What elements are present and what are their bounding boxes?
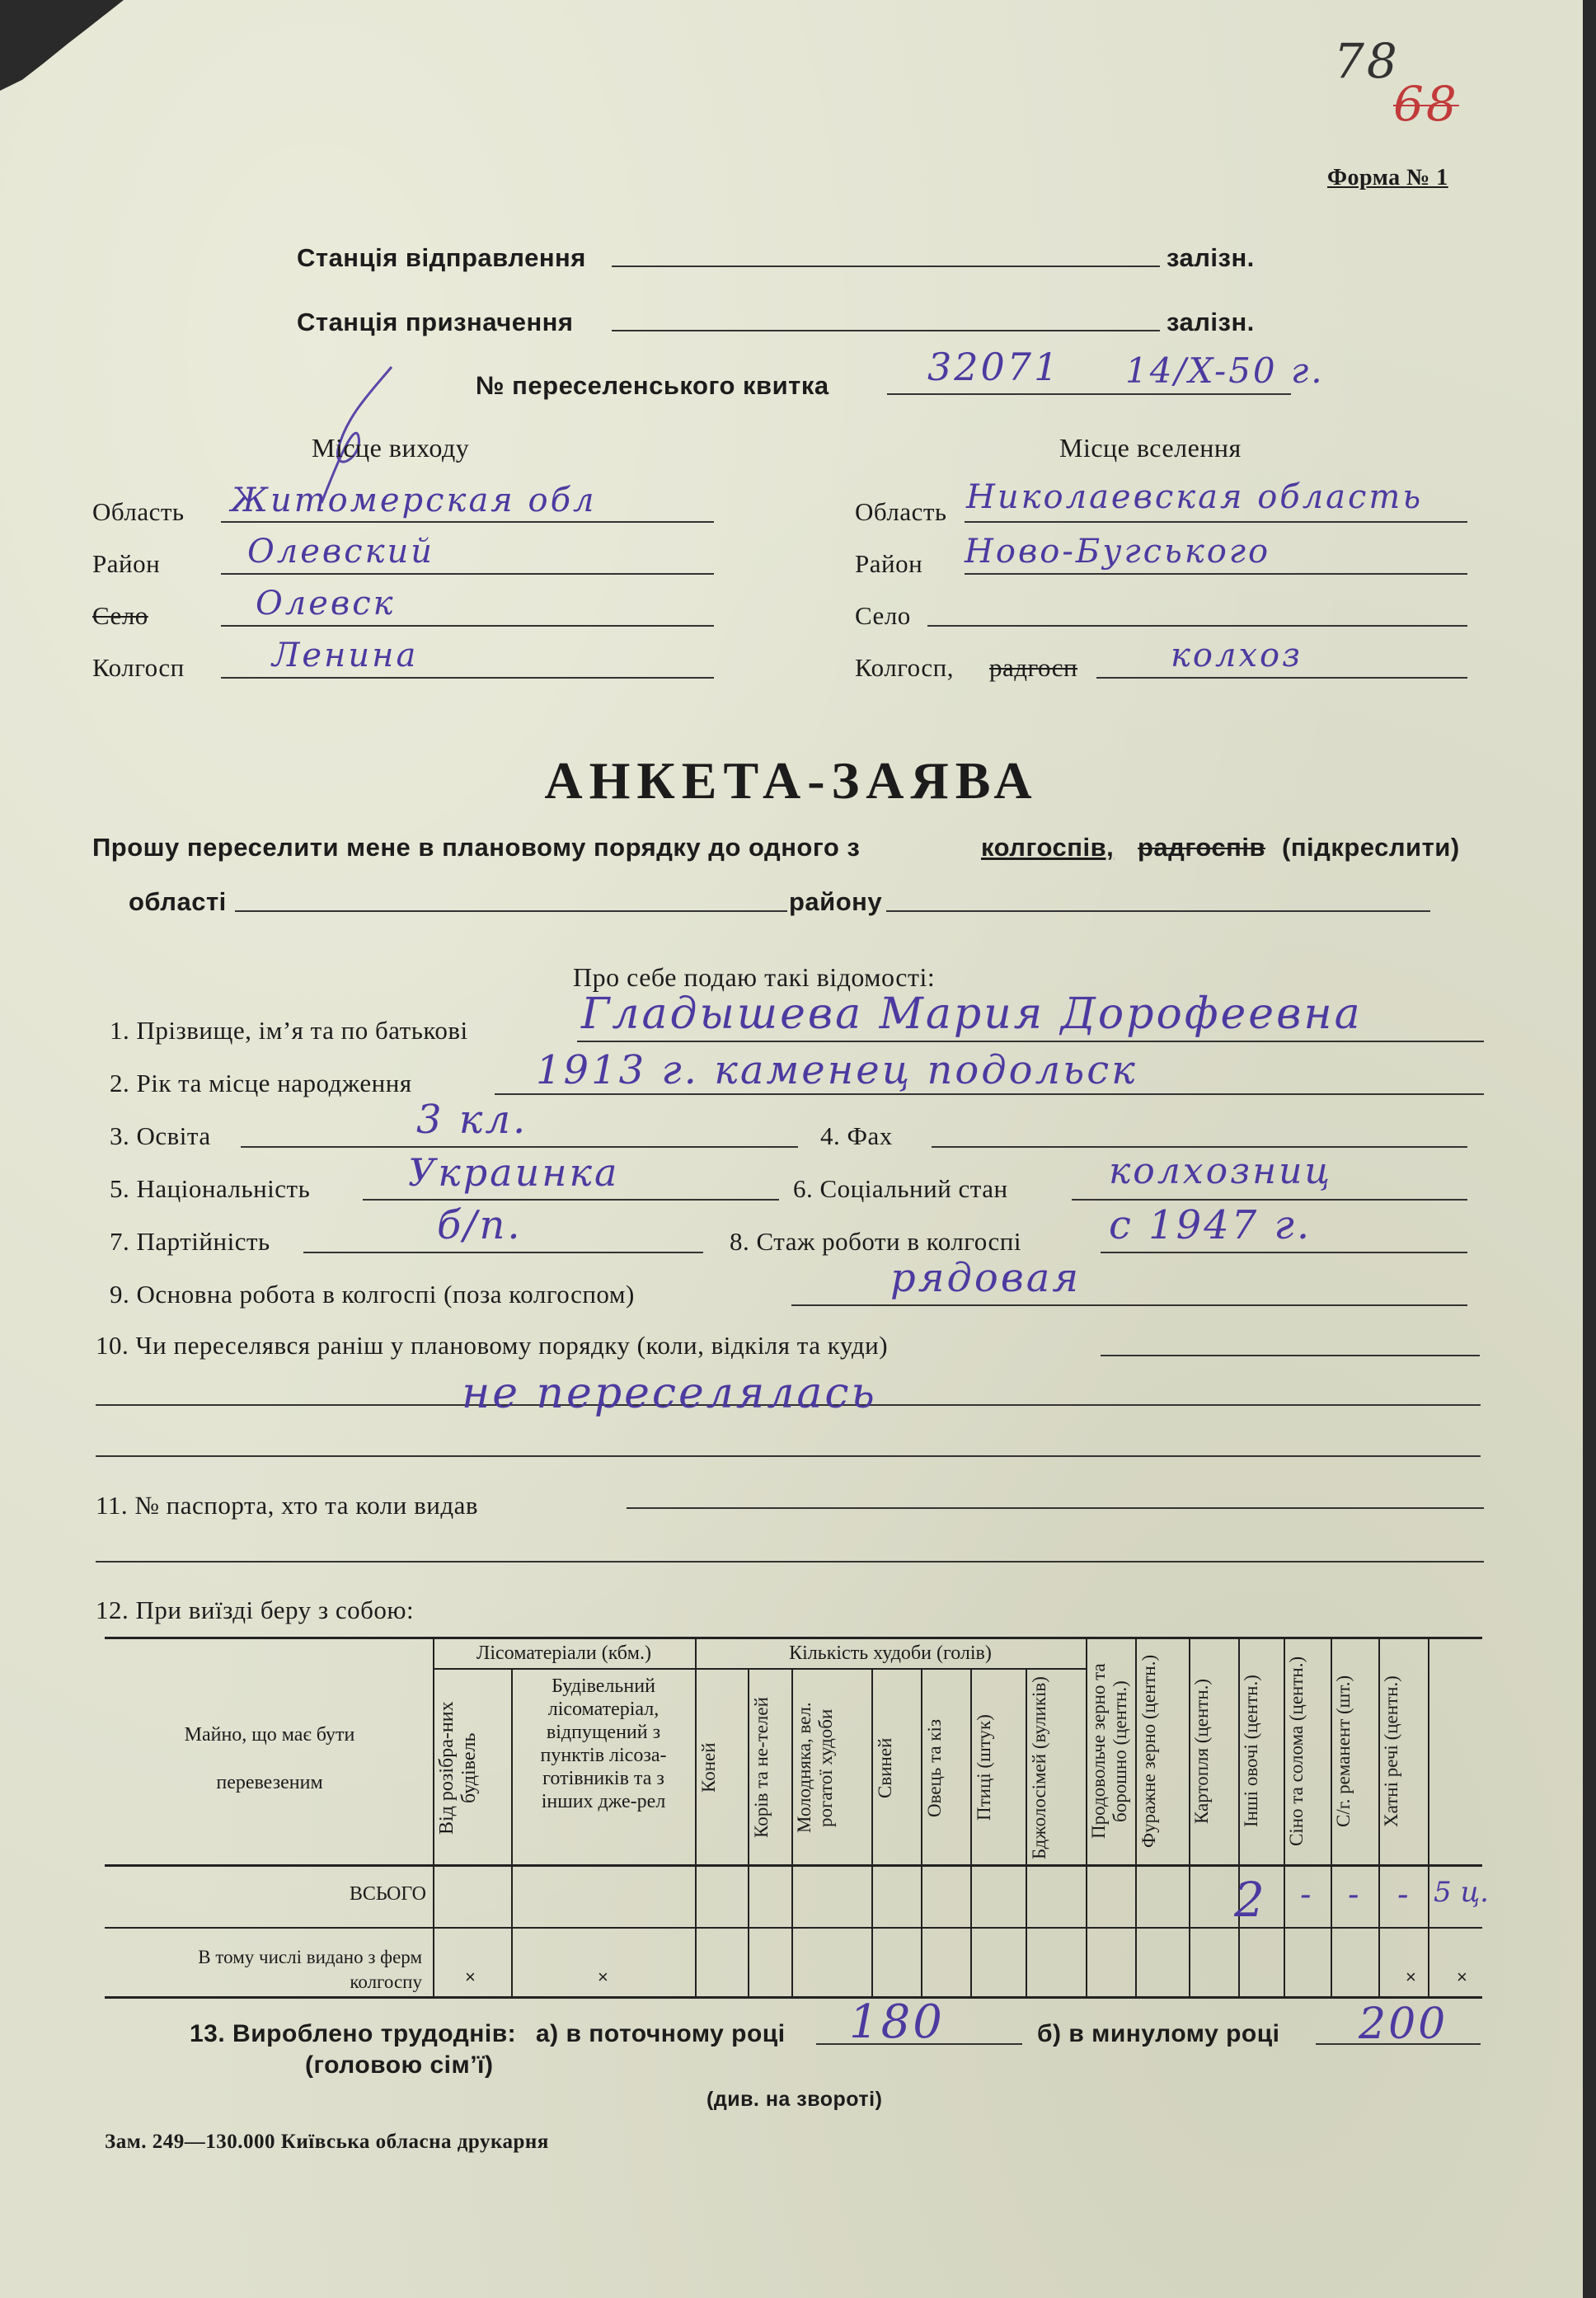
field-11-label: 11. № паспорта, хто та коли видав xyxy=(96,1491,478,1520)
field-6-line xyxy=(1072,1199,1467,1201)
origin-oblast-value: Житомерская обл xyxy=(231,482,597,519)
field-1-label: 1. Прізвище, ім’я та по батькові xyxy=(110,1016,468,1045)
request-underline-note: (підкреслити) xyxy=(1282,833,1460,862)
livestock-col-4: Свиней xyxy=(875,1737,895,1798)
request-kolhospiv: колгоспів, xyxy=(981,833,1115,862)
destination-oblast-line xyxy=(965,521,1467,523)
departure-station-line xyxy=(612,266,1160,267)
other-col-4: Інші овочі (центн.) xyxy=(1241,1675,1261,1828)
workdays-sublabel: (головою сім’ї) xyxy=(305,2051,494,2079)
row-total-equipment: - xyxy=(1397,1876,1411,1914)
field-9-label: 9. Основна робота в колгоспі (поза колгоспом) xyxy=(110,1280,635,1309)
timber-group-header: Лісоматеріали (кбм.) xyxy=(476,1642,651,1664)
request-line-start: Прошу переселити мене в плановому порядку до одного з xyxy=(92,833,861,862)
timber-col-1: Від розібра-них будівель xyxy=(436,1701,480,1835)
belongings-table xyxy=(105,1637,1489,1996)
livestock-col-2: Корів та не-телей xyxy=(751,1697,772,1839)
destination-station-line xyxy=(612,330,1160,331)
field-8-line xyxy=(1101,1252,1467,1253)
form-label: Форма № 1 xyxy=(1327,165,1448,190)
request-raion-line xyxy=(886,910,1430,912)
field-11-line-2 xyxy=(96,1561,1484,1563)
other-col-3: Картопля (центн.) xyxy=(1191,1678,1212,1825)
field-1-line xyxy=(577,1041,1484,1042)
archive-number-old: 68 xyxy=(1393,76,1459,132)
workdays-last-label: б) в минулому році xyxy=(1037,2020,1280,2047)
origin-heading: Місце виходу xyxy=(312,433,470,463)
ticket-label: № переселенського квитка xyxy=(476,371,829,400)
row-farm-x-4: × xyxy=(1457,1967,1467,1987)
field-5-line xyxy=(363,1199,779,1201)
other-col-7: Хатні речі (центн.) xyxy=(1381,1675,1401,1827)
destination-oblast-label: Область xyxy=(855,497,947,526)
livestock-col-1: Коней xyxy=(698,1742,719,1793)
field-8-value: с 1947 г. xyxy=(1109,1202,1312,1248)
livestock-col-5: Овець та кіз xyxy=(924,1718,945,1817)
request-oblast-label: області xyxy=(129,887,227,916)
origin-kolhosp-line xyxy=(221,677,714,679)
destination-selo-line xyxy=(927,625,1467,627)
field-10-value: не переселялась xyxy=(462,1369,877,1418)
livestock-col-7: Бджолосімей (вуликів) xyxy=(1029,1676,1049,1859)
row-total-vegetables: - xyxy=(1300,1876,1314,1914)
field-10-label: 10. Чи переселявся раніш у плановому порядку (коли, відкіля та куди) xyxy=(96,1331,889,1360)
destination-raion-line xyxy=(965,573,1467,575)
other-col-2: Фуражне зерно (центн.) xyxy=(1138,1654,1159,1849)
destination-radhosp-label: радгосп xyxy=(989,653,1078,682)
field-6-label: 6. Соціальний стан xyxy=(793,1174,1008,1203)
request-radhospiv: радгоспів xyxy=(1138,833,1266,862)
destination-selo-label: Село xyxy=(855,601,911,630)
ticket-number: 32071 xyxy=(927,345,1061,389)
workdays-last-value: 200 xyxy=(1359,2000,1448,2049)
document-title: АНКЕТА-ЗАЯВА xyxy=(544,751,1039,810)
livestock-col-3: Молодняка, вел. рогатої худоби xyxy=(794,1702,836,1834)
field-7-label: 7. Партійність xyxy=(110,1227,270,1256)
field-3-value: 3 кл. xyxy=(416,1097,528,1143)
row-total-household: 5 ц. xyxy=(1434,1876,1489,1909)
destination-rail-suffix: залізн. xyxy=(1166,308,1255,336)
origin-selo-value: Олевск xyxy=(256,585,396,623)
see-back-note: (див. на звороті) xyxy=(706,2088,883,2111)
field-4-line xyxy=(932,1146,1467,1148)
departure-rail-suffix: залізн. xyxy=(1166,243,1255,272)
field-9-value: рядовая xyxy=(890,1255,1082,1301)
workdays-current-label: а) в поточному році xyxy=(536,2020,786,2047)
row-farm-x-3: × xyxy=(1406,1967,1416,1987)
origin-kolhosp-label: Колгосп xyxy=(92,653,185,682)
field-4-label: 4. Фах xyxy=(820,1121,893,1150)
origin-oblast-label: Область xyxy=(92,497,185,526)
timber-col-2: Будівельний лісоматеріал, відпущений з пунктів лісоза-готівників та з інших дже-рел xyxy=(540,1675,667,1812)
field-5-label: 5. Національність xyxy=(110,1174,311,1203)
ticket-date: 14/X-50 г. xyxy=(1125,350,1325,391)
field-9-line xyxy=(791,1304,1467,1306)
departure-station-label: Станція відправлення xyxy=(297,243,586,272)
intro-text: Про себе подаю такі відомості: xyxy=(573,962,936,992)
destination-oblast-value: Николаевская область xyxy=(966,478,1424,516)
livestock-col-6: Птиці (штук) xyxy=(974,1714,994,1821)
origin-raion-value: Олевский xyxy=(247,533,435,571)
livestock-group-header: Кількість худоби (голів) xyxy=(789,1642,992,1664)
row-farm-x-2: × xyxy=(598,1967,608,1987)
archive-number-current: 78 xyxy=(1334,33,1400,89)
origin-selo-label: Село xyxy=(92,601,148,630)
destination-kolhosp-line xyxy=(1096,677,1467,679)
field-11-line-1 xyxy=(627,1507,1484,1509)
other-col-5: Сіно та солома (центн.) xyxy=(1286,1656,1307,1847)
origin-kolhosp-value: Ленина xyxy=(272,637,419,674)
row-total-hay: - xyxy=(1348,1876,1362,1914)
destination-heading: Місце вселення xyxy=(1059,433,1242,463)
field-2-label: 2. Рік та місце народження xyxy=(110,1069,412,1097)
field-7-line xyxy=(303,1252,703,1253)
field-2-line xyxy=(495,1093,1484,1095)
ticket-line xyxy=(887,393,1291,395)
field-2-value: 1913 г. каменец подольск xyxy=(536,1047,1138,1093)
field-8-label: 8. Стаж роботи в колгоспі xyxy=(730,1227,1021,1256)
row-farm-label: В тому числі видано з ферм колгоспу xyxy=(198,1947,422,1992)
field-12-label: 12. При виїзді беру з собою: xyxy=(96,1595,415,1624)
other-col-6: С/г. реманент (шт.) xyxy=(1333,1675,1354,1828)
row-total-potatoes: 2 xyxy=(1234,1872,1265,1928)
workdays-label: 13. Вироблено трудоднів: xyxy=(190,2020,517,2047)
destination-raion-label: Район xyxy=(855,549,923,578)
destination-raion-value: Ново-Бугського xyxy=(965,533,1271,571)
origin-raion-line xyxy=(221,573,714,575)
other-col-1: Продовольче зерно та борошно (центн.) xyxy=(1088,1663,1130,1840)
destination-kolhosp-value: колхоз xyxy=(1171,637,1303,674)
field-10-line-3 xyxy=(96,1455,1481,1457)
row-farm-x-1: × xyxy=(465,1967,476,1987)
field-5-value: Украинка xyxy=(408,1150,620,1195)
request-oblast-line xyxy=(235,910,787,912)
printer-imprint: Зам. 249—130.000 Київська обласна друкарня xyxy=(105,2131,549,2153)
field-7-value: б/п. xyxy=(437,1202,523,1248)
origin-selo-line xyxy=(221,625,714,627)
origin-oblast-line xyxy=(221,521,714,523)
destination-kolhosp-label: Колгосп, xyxy=(855,653,955,682)
row-total-label: ВСЬОГО xyxy=(349,1883,426,1905)
workdays-current-value: 180 xyxy=(849,1995,945,2049)
origin-raion-label: Район xyxy=(92,549,161,578)
property-header: Майно, що має бути перевезеним xyxy=(184,1724,355,1793)
field-6-value: колхозниц xyxy=(1109,1150,1333,1192)
field-1-value: Гладышева Мария Дорофеевна xyxy=(581,989,1363,1039)
field-3-line xyxy=(241,1146,798,1148)
destination-station-label: Станція призначення xyxy=(297,308,574,336)
field-3-label: 3. Освіта xyxy=(110,1121,211,1150)
field-10-line-1 xyxy=(1101,1355,1480,1356)
request-raion-label: району xyxy=(789,887,883,916)
